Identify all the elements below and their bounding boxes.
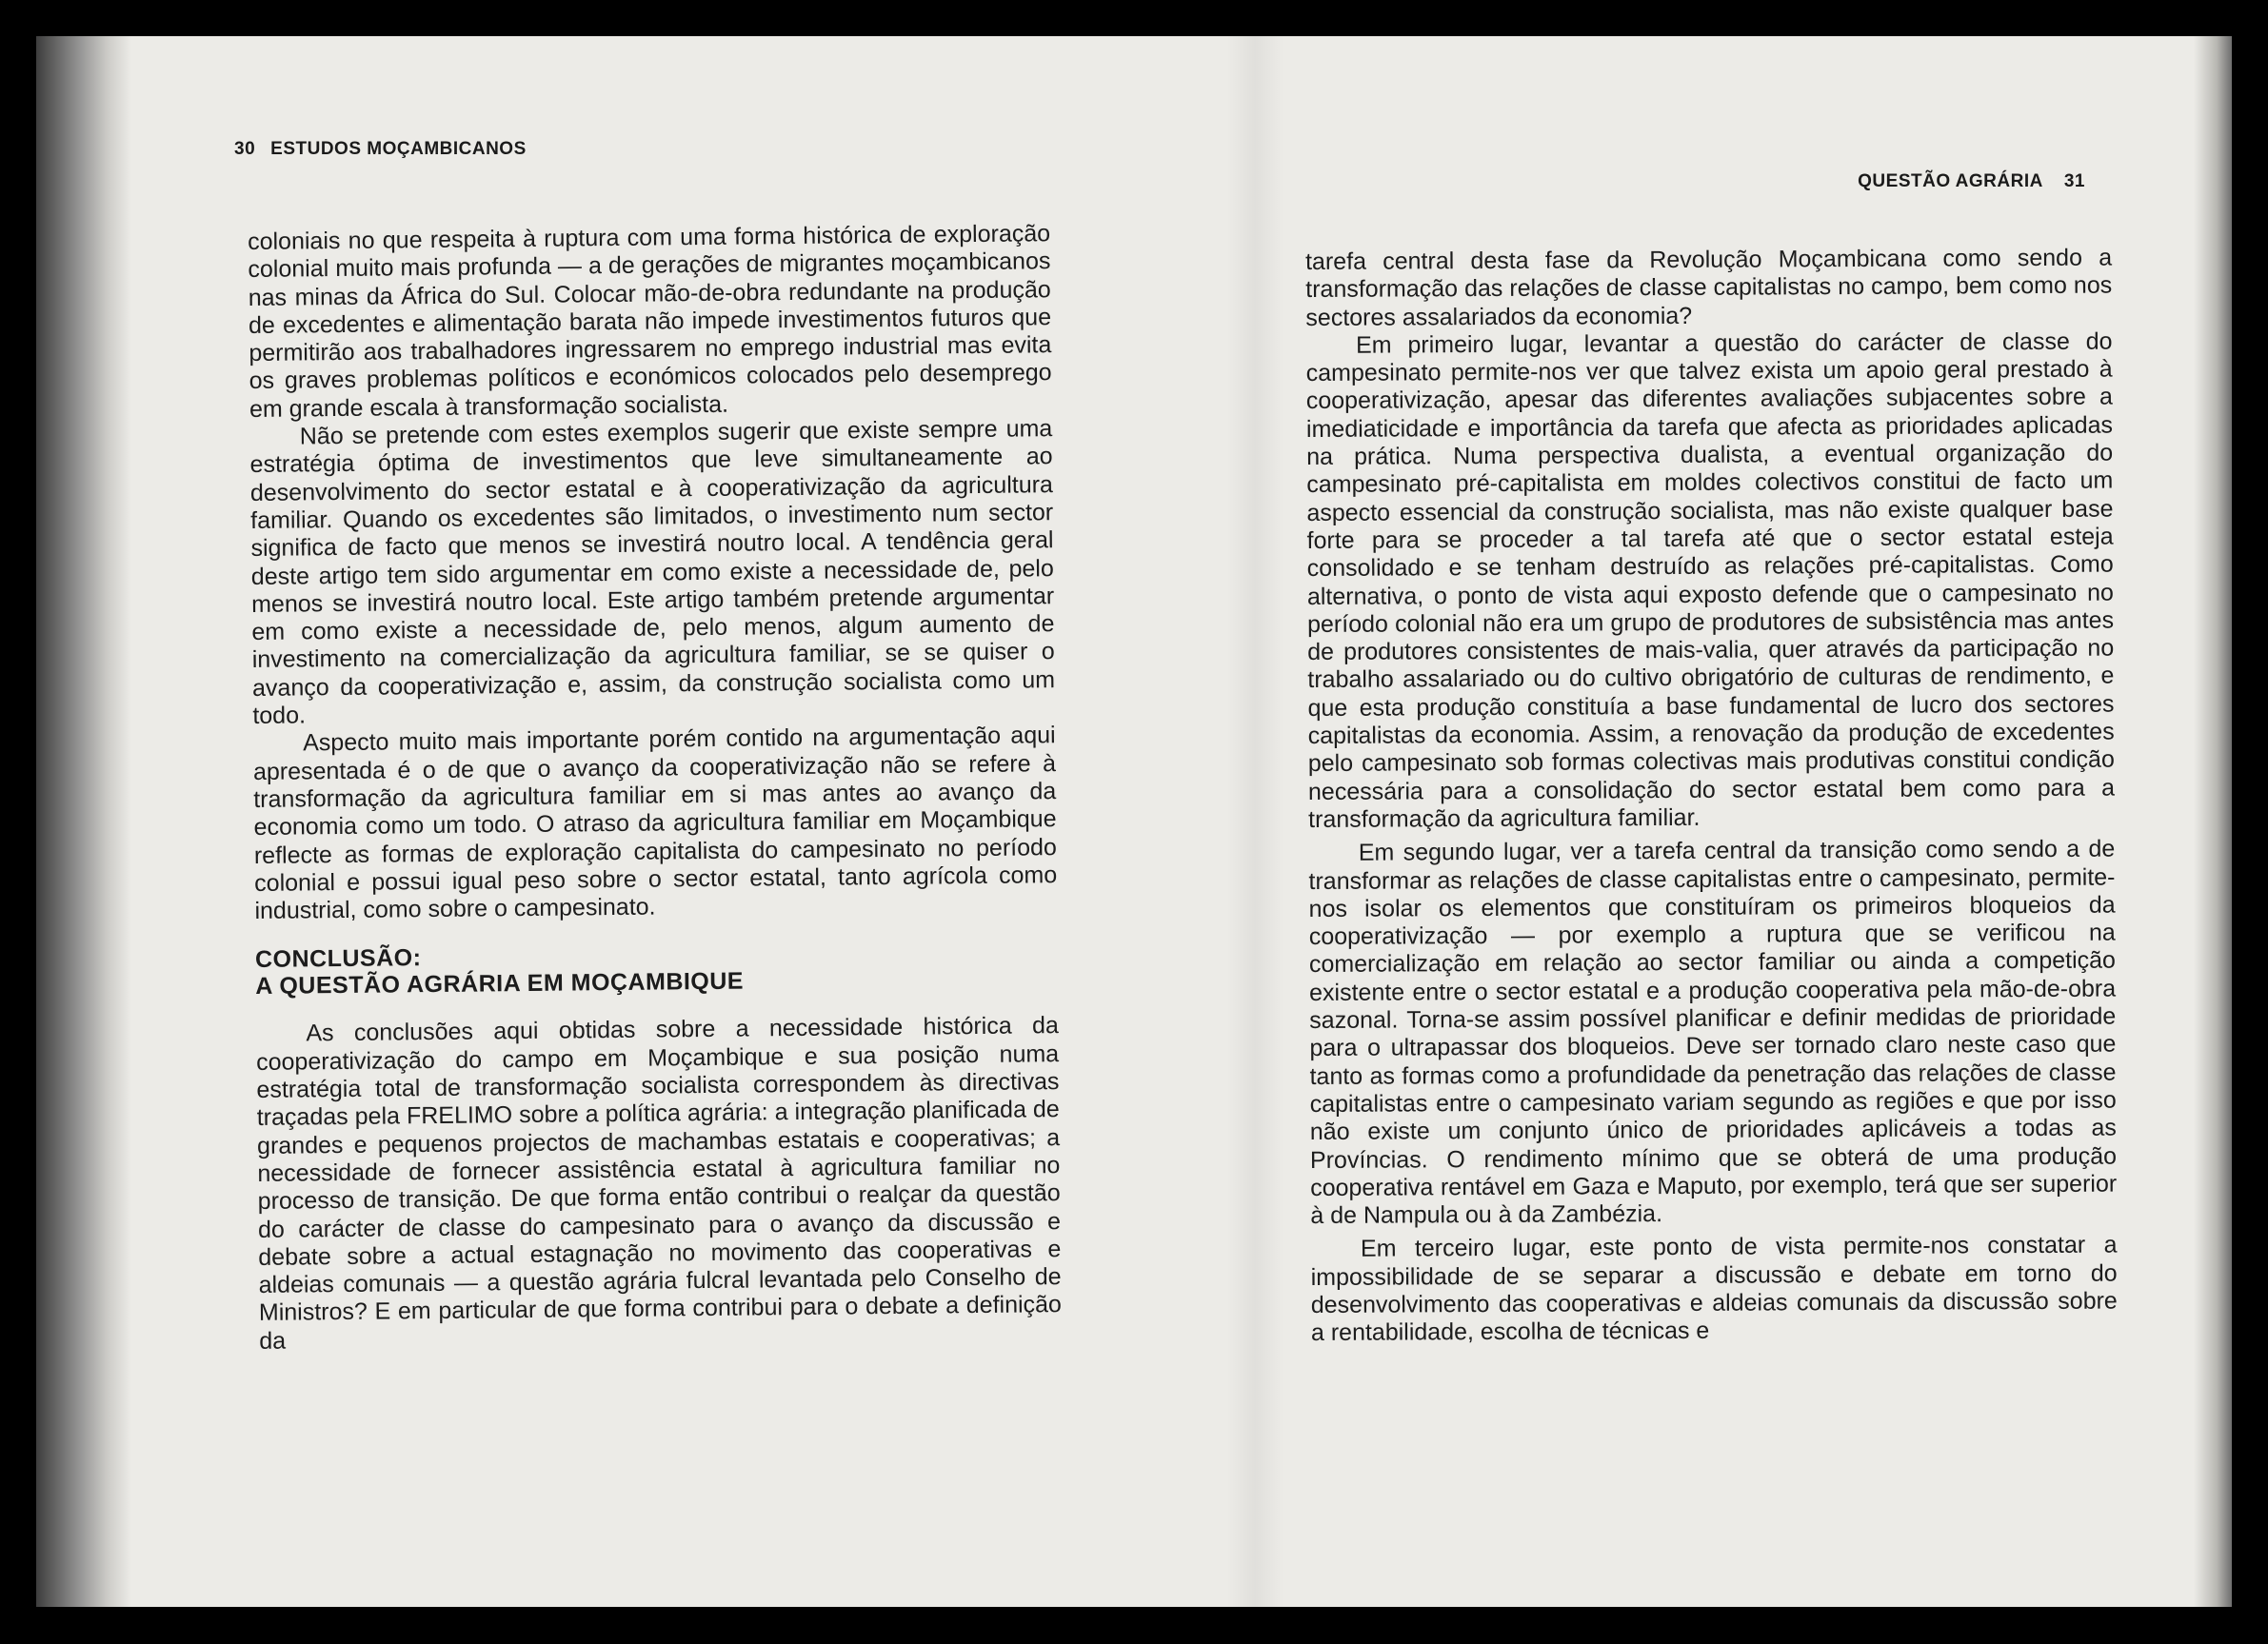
right-page: [1241, 36, 2121, 1607]
left-page: [189, 36, 1079, 1607]
left-running-head-title: ESTUDOS MOÇAMBICANOS: [270, 139, 527, 159]
section-heading: [255, 939, 1059, 1000]
right-paragraph-2: Em primeiro lugar, levantar a questão do carácter de classe do campesinato permite-nos ver que talvez exista um apoio geral prestado à cooperativização, apesar das diferentes avaliações subjacentes sobre a imediaticidade e importância da tarefa que afecta as prioridades aplicadas na prática. Numa perspectiva dualista, a eventual organização do campesinato pré-capitalista em moldes colectivos constitui de facto um aspecto essencial da construção socialista, mas não existe qualquer base forte para se proceder a tal tarefa até que o sector estatal esteja consolidado e se tenham destruído as relações pré-capitalistas. Como alternativa, o ponto de vista aqui exposto defende que o campesinato no período colonial não era um grupo de produtores de subsistência mas antes de produtores consistentes de mais-valia, quer através da participação no trabalho assalariado ou do cultivo obrigatório de culturas de rendimento, e que esta produção constituía a base fundamental de lucro dos sectores capitalistas da economia. Assim, a renovação da produção de excedentes pelo campesinato sob formas colectivas mais produtivas constitui condição necessária para a consolidação do sector estatal bem como para a transformação da agricultura familiar.: [1305, 327, 2116, 833]
left-page-number: 30: [234, 139, 256, 159]
right-running-head-title: QUESTÃO AGRÁRIA: [1858, 171, 2043, 191]
left-paragraph-3: Aspecto muito mais importante porém contido na argumentação aqui apresentada é o de que o avanço da cooperativização não se refere à transformação da agricultura familiar em si mas antes ao avanço da economia como um todo. O atraso da agricultura familiar em Moçambique reflecte as formas de exploração capitalista do campesinato no período colonial e possui igual peso sobre o sector estatal, tanto agrícola como industrial, como sobre o campesinato.: [252, 722, 1058, 925]
book-spread: [36, 36, 2232, 1607]
left-paragraph-2: Não se pretende com estes exemplos sugerir que existe sempre uma estratégia óptima de investimentos que leve simultaneamente ao desenvolvimento do sector estatal e à cooperativização da agricultura familiar. Quando os excedentes são limitados, o investimento num sector significa de facto que menos se investirá noutro local. A tendência geral deste artigo tem sido argumentar em como existe a necessidade de, pelo menos se investirá noutro local. Este artigo também pretende argumentar em como existe a necessidade de, pelo menos, algum aumento de investimento na comercialização da agricultura familiar, se se quiser o avanço da cooperativização e, assim, da construção socialista como um todo.: [249, 415, 1056, 730]
section-heading-line-1: CONCLUSÃO:: [254, 944, 422, 974]
right-paragraph-1: tarefa central desta fase da Revolução Moçambicana como sendo a transformação das relações de classe capitalistas no campo, bem como nos sectores assalariados da economia?: [1305, 244, 2113, 331]
page-edge-shadow: [2194, 36, 2232, 1607]
right-running-head: [1858, 171, 2085, 192]
left-paragraph-1: coloniais no que respeita à ruptura com uma forma histórica de exploração colonial muito mais profunda — a de gerações de migrantes moçambicanos nas minas da África do Sul. Colocar mão-de-obra redundante na produção de excedentes e alimentação barata não impede investimentos futuros que permitirão aos trabalhadores ingressarem no emprego industrial mas evita os graves problemas políticos e económicos colocados pelo desemprego em grande escala à transformação socialista.: [248, 220, 1052, 423]
section-heading-line-2: A QUESTÃO AGRÁRIA EM MOÇAMBIQUE: [255, 968, 745, 1000]
left-page-body: [248, 220, 1062, 1356]
right-paragraph-3: Em segundo lugar, ver a tarefa central da transição como sendo a de transformar as relações de classe capitalistas entre o campesinato, permite-nos isolar os elementos que constituíram os primeiros bloqueios da cooperativização — por exemplo a ruptura que se verificou na comercialização em relação ao sector familiar ou ainda a competição existente entre o sector estatal e a produção cooperativa pela mão-de-obra sazonal. Torna-se assim possível planificar e definir medidas de prioridade para o ultrapassar dos bloqueios. Deve ser tornado claro neste caso que tanto as formas como a profundidade da penetração das relações de classe capitalistas entre o campesinato variam segundo as regiões e que por isso não existe um conjunto único de prioridades aplicáveis a todas as Províncias. O rendimento mínimo que se obterá de uma produção cooperativa rentável em Gaza e Maputo, por exemplo, terá que ser superior à de Nampula ou à da Zambézia.: [1308, 835, 2118, 1230]
right-page-body: [1305, 245, 2118, 1348]
left-running-head: [234, 139, 527, 160]
right-paragraph-4: Em terceiro lugar, este ponto de vista permite-nos constatar a impossibilidade de se separar a discussão e debate em torno do desenvolvimento das cooperativas e aldeias comunais da discussão sobre a rentabilidade, escolha de técnicas e: [1310, 1231, 2118, 1347]
left-paragraph-4: As conclusões aqui obtidas sobre a necessidade histórica da cooperativização do campo em Moçambique e sua posição numa estratégia total de transformação socialista correspondem às directivas traçadas pela FRELIMO sobre a política agrária: a integração planificada de grandes e pequenos projectos de machambas estatais e cooperativas; a necessidade de fornecer assistência estatal à agricultura familiar no processo de transição. De que forma então contribui o realçar da questão do carácter de classe do campesinato para o avanço da discussão e debate sobre a actual estagnação no movimento das cooperativas e aldeias comunais — a questão agrária fulcral levantada pelo Conselho de Ministros? E em particular de que forma contribui para o debate a definição da: [256, 1012, 1063, 1355]
right-page-number: 31: [2063, 171, 2085, 191]
binding-shadow: [36, 36, 131, 1607]
